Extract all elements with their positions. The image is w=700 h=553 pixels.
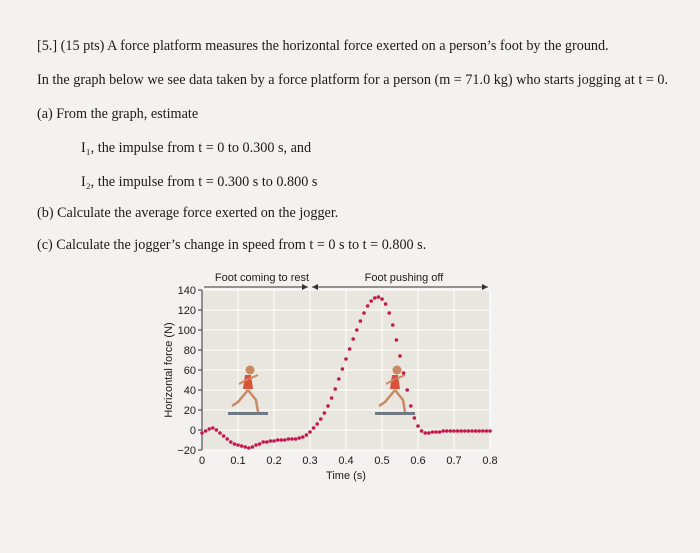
phase-annotations xyxy=(204,272,488,290)
y-tick-label: 120 xyxy=(177,305,196,317)
y-tick-label: −20 xyxy=(177,445,196,457)
data-point xyxy=(333,387,337,391)
data-point xyxy=(395,338,399,342)
data-point xyxy=(247,446,251,450)
data-point xyxy=(330,396,334,400)
data-point xyxy=(359,319,363,323)
data-point xyxy=(315,422,319,426)
y-tick-label: 40 xyxy=(183,385,196,397)
x-tick-label: 0.8 xyxy=(482,455,498,467)
data-point xyxy=(431,430,435,434)
data-point xyxy=(384,302,388,306)
data-point xyxy=(416,424,420,428)
x-tick-label: 0.3 xyxy=(302,455,318,467)
data-point xyxy=(305,433,309,437)
data-point xyxy=(387,311,391,315)
data-point xyxy=(207,427,211,431)
data-point xyxy=(236,443,240,447)
runner-head xyxy=(393,366,402,375)
data-point xyxy=(351,337,355,341)
data-point xyxy=(337,377,341,381)
runner-head xyxy=(246,366,255,375)
data-point xyxy=(377,295,381,299)
data-point xyxy=(348,347,352,351)
data-point xyxy=(427,431,431,435)
data-point xyxy=(276,438,280,442)
data-point xyxy=(485,429,489,433)
data-point xyxy=(467,429,471,433)
annotation-foot-coming-to-rest: Foot coming to rest xyxy=(214,272,310,284)
y-tick-label: 60 xyxy=(183,365,196,377)
data-point xyxy=(398,354,402,358)
x-tick-label: 0.6 xyxy=(410,455,426,467)
data-point xyxy=(269,439,273,443)
data-point xyxy=(362,311,366,315)
data-point xyxy=(434,430,438,434)
annotation-arrowhead xyxy=(312,284,318,290)
data-point xyxy=(445,429,449,433)
data-point xyxy=(218,431,222,435)
data-point xyxy=(204,429,208,433)
data-point xyxy=(243,445,247,449)
data-point xyxy=(481,429,485,433)
problem-statement-line-2: In the graph below we see data taken by a force platform for a person (m = 71.0 kg) who starts jogging at t = 0. xyxy=(37,72,669,88)
force-platform xyxy=(228,412,268,415)
data-point xyxy=(326,404,330,408)
part-a-heading: (a) From the graph, estimate xyxy=(37,106,199,122)
annotation-foot-pushing-off: Foot pushing off xyxy=(364,272,444,284)
data-point xyxy=(211,426,215,430)
data-point xyxy=(413,416,417,420)
y-axis-label: Horizontal force (N) xyxy=(163,322,175,418)
y-tick-label: 100 xyxy=(177,325,196,337)
data-point xyxy=(225,437,229,441)
data-point xyxy=(452,429,456,433)
data-point xyxy=(254,443,258,447)
data-point xyxy=(323,411,327,415)
data-point xyxy=(488,429,492,433)
y-tick-labels xyxy=(177,285,202,457)
x-tick-label: 0.7 xyxy=(446,455,462,467)
data-point xyxy=(319,417,323,421)
data-point xyxy=(261,440,265,444)
data-point xyxy=(463,429,467,433)
data-point xyxy=(474,429,478,433)
data-point xyxy=(301,435,305,439)
force-time-figure xyxy=(150,265,510,485)
annotation-arrowhead xyxy=(302,284,308,290)
data-point xyxy=(265,440,269,444)
data-point xyxy=(290,437,294,441)
problem-intro: A force platform measures the horizontal force exerted on a person’s foot by the ground. xyxy=(107,38,609,54)
data-point xyxy=(405,388,409,392)
y-tick-label: 20 xyxy=(183,405,196,417)
data-point xyxy=(222,434,226,438)
x-tick-labels xyxy=(199,455,498,467)
data-point xyxy=(258,442,262,446)
data-point xyxy=(344,357,348,361)
data-point xyxy=(441,429,445,433)
x-tick-label: 0.2 xyxy=(266,455,282,467)
data-point xyxy=(287,437,291,441)
data-point xyxy=(229,440,233,444)
data-point xyxy=(233,442,237,446)
problem-points: (15 pts) xyxy=(60,38,105,54)
x-axis-label: Time (s) xyxy=(326,470,366,482)
data-point xyxy=(420,429,424,433)
data-point xyxy=(355,328,359,332)
data-point xyxy=(438,430,442,434)
data-point xyxy=(312,426,316,430)
y-tick-label: 80 xyxy=(183,345,196,357)
data-point xyxy=(391,323,395,327)
data-point xyxy=(200,431,204,435)
data-point xyxy=(283,438,287,442)
data-point xyxy=(470,429,474,433)
data-point xyxy=(380,297,384,301)
annotation-arrowhead xyxy=(482,284,488,290)
data-point xyxy=(459,429,463,433)
data-point xyxy=(240,444,244,448)
data-point xyxy=(251,445,255,449)
part-a-item-i2: I₂, the impulse from t = 0.300 s to 0.800 s xyxy=(81,174,318,190)
x-tick-label: 0.1 xyxy=(230,455,246,467)
x-tick-label: 0.4 xyxy=(338,455,354,467)
y-tick-label: 140 xyxy=(177,285,196,297)
data-point xyxy=(294,437,298,441)
data-point xyxy=(366,304,370,308)
data-point xyxy=(409,404,413,408)
part-b: (b) Calculate the average force exerted on the jogger. xyxy=(37,205,339,221)
y-tick-label: 0 xyxy=(189,425,196,437)
data-point xyxy=(215,428,219,432)
problem-number: [5.] xyxy=(37,38,58,54)
data-point xyxy=(373,296,377,300)
data-point xyxy=(341,367,345,371)
data-point xyxy=(456,429,460,433)
data-point xyxy=(477,429,481,433)
data-point xyxy=(423,431,427,435)
part-a-item-i1: I₁, the impulse from t = 0 to 0.300 s, and xyxy=(81,140,312,156)
data-point xyxy=(369,299,373,303)
data-point xyxy=(297,436,301,440)
data-point xyxy=(449,429,453,433)
data-point xyxy=(402,371,406,375)
force-time-chart xyxy=(150,265,510,485)
data-point xyxy=(279,438,283,442)
data-point xyxy=(308,430,312,434)
problem-statement-line-1 xyxy=(37,38,609,55)
x-tick-label: 0 xyxy=(198,455,206,467)
x-tick-label: 0.5 xyxy=(374,455,390,467)
force-platform xyxy=(375,412,415,415)
part-c: (c) Calculate the jogger’s change in speed from t = 0 s to t = 0.800 s. xyxy=(37,237,427,253)
data-point xyxy=(272,439,276,443)
